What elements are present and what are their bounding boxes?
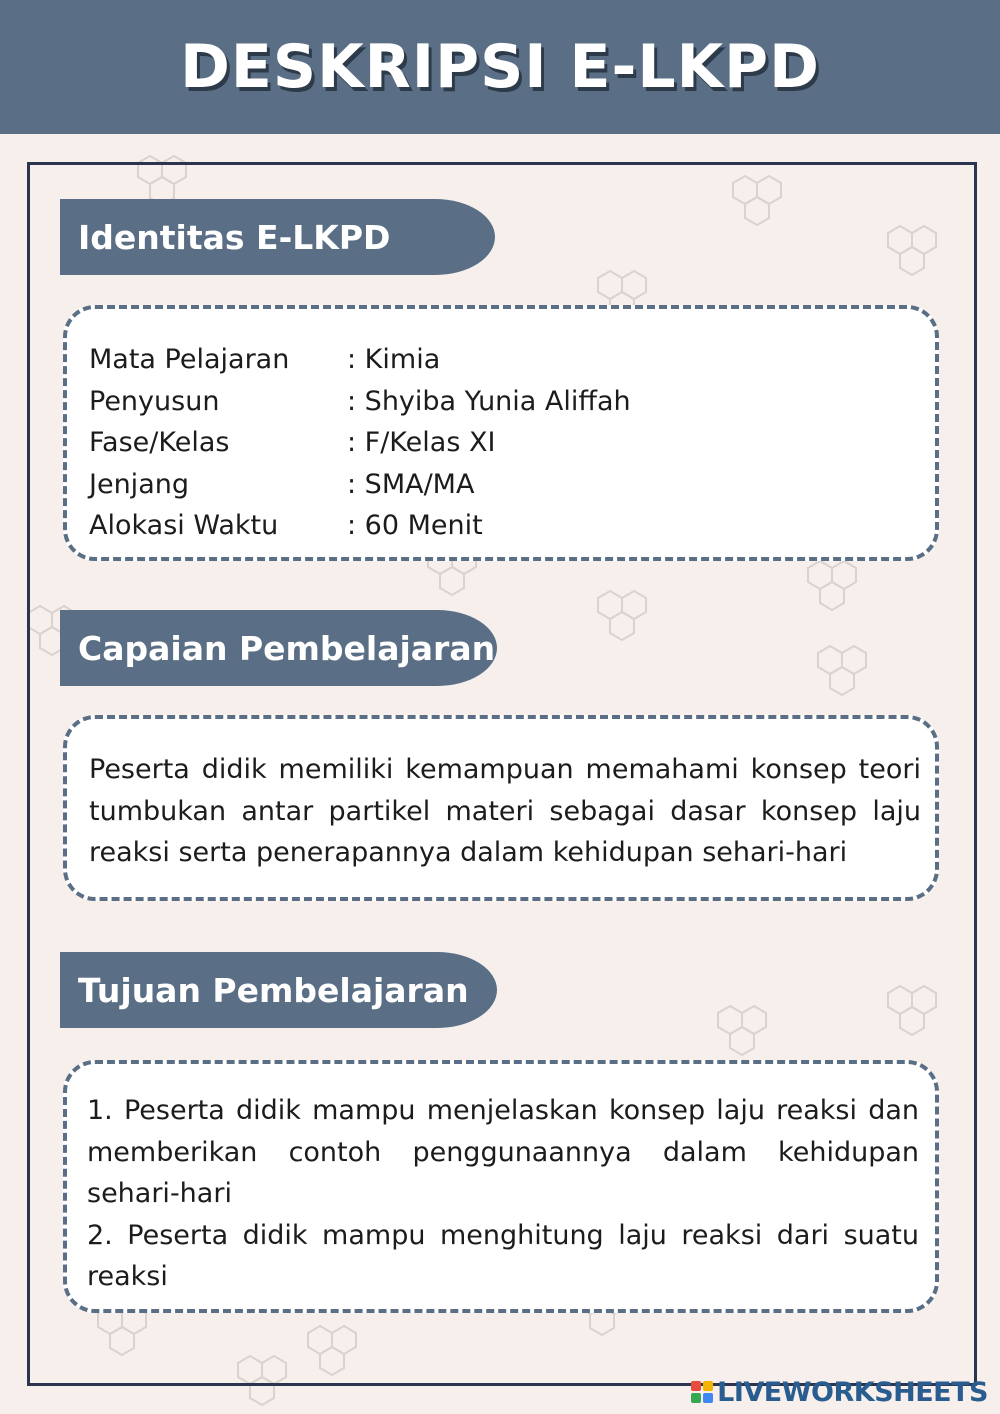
info-label: Mata Pelajaran <box>89 344 290 375</box>
tujuan-item: 1. Peserta didik mampu menjelaskan konsep laju reaksi dan memberikan contoh penggunaannya dalam kehidupan sehari-hari <box>87 1095 919 1209</box>
info-value: : 60 Menit <box>347 510 483 541</box>
section-heading-capaian: Capaian Pembelajaran <box>78 628 496 668</box>
section-tab-capaian <box>60 610 497 686</box>
info-label: Jenjang <box>89 468 189 500</box>
page-title: DESKRIPSI E-LKPD <box>180 32 820 102</box>
info-row <box>89 381 915 423</box>
info-value: : Shyiba Yunia Aliffah <box>347 385 631 417</box>
info-row <box>89 464 915 506</box>
info-value: : F/Kelas XI <box>347 427 496 458</box>
info-value: : Kimia <box>347 344 441 375</box>
section-tab-tujuan <box>60 952 497 1028</box>
info-label: Penyusun <box>89 385 220 417</box>
info-row <box>89 339 915 381</box>
info-label: Alokasi Waktu <box>89 510 279 541</box>
logo-blocks-icon <box>691 1381 713 1403</box>
section-tab-identitas <box>60 199 495 275</box>
tujuan-box <box>63 1060 939 1313</box>
info-value: : SMA/MA <box>347 468 475 500</box>
liveworksheets-logo[interactable] <box>691 1374 988 1410</box>
tujuan-item: 2. Peserta didik mampu menghitung laju reaksi dari suatu reaksi <box>87 1219 919 1292</box>
info-row <box>89 505 915 547</box>
logo-text: LIVEWORKSHEETS <box>717 1376 988 1408</box>
info-label: Fase/Kelas <box>89 427 230 458</box>
info-row <box>89 422 915 464</box>
capaian-box <box>63 715 939 901</box>
section-heading-identitas: Identitas E-LKPD <box>78 217 391 257</box>
page-header <box>0 0 1000 134</box>
section-heading-tujuan: Tujuan Pembelajaran <box>78 970 469 1010</box>
identitas-box <box>63 305 939 561</box>
capaian-text: Peserta didik memiliki kemampuan memahami konsep teori tumbukan antar partikel materi sebagai dasar konsep laju reaksi serta penerapannya dalam kehidupan sehari-hari <box>89 754 921 868</box>
